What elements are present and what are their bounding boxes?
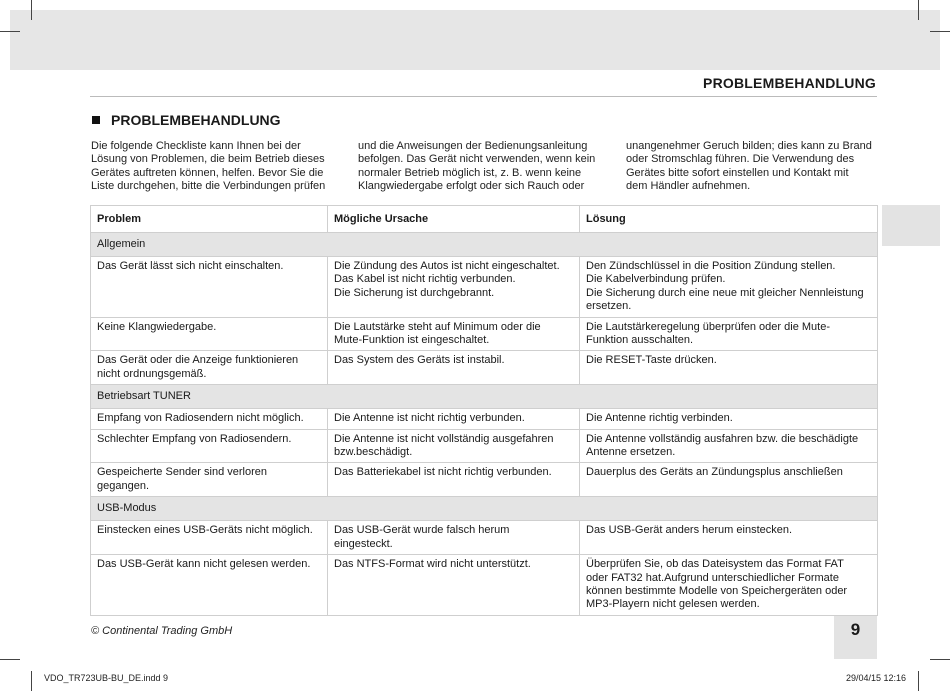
intro-line: und die Anweisungen der Bedienungsanleitung	[358, 140, 588, 152]
print-slug-file: VDO_TR723UB-BU_DE.indd 9	[44, 673, 169, 683]
problem-line: Gespeicherte Sender sind verloren	[97, 466, 267, 479]
category-label: Betriebsart TUNER	[91, 385, 878, 409]
table-row	[91, 257, 878, 318]
solution-line: Das USB-Gerät anders herum einstecken.	[586, 524, 793, 537]
solution-line: Die Lautstärkeregelung überprüfen oder die Mute-	[586, 320, 830, 333]
problem-cell	[91, 521, 328, 555]
cause-line: Das Batteriekabel ist nicht richtig verbunden.	[334, 466, 552, 479]
page-number: 9	[834, 616, 877, 659]
column-header-solution: Lösung	[580, 206, 878, 233]
table-row	[91, 351, 878, 385]
square-bullet-icon	[92, 116, 100, 124]
table-body	[91, 233, 878, 616]
category-row	[91, 233, 878, 257]
solution-cell	[580, 317, 878, 351]
table-header-row	[91, 206, 878, 233]
side-tab-marker	[882, 205, 940, 246]
solution-line: Den Zündschlüssel in die Position Zündung stellen.	[586, 260, 836, 272]
cause-line: Die Sicherung ist durchgebrannt.	[334, 286, 495, 299]
problem-line: Empfang von Radiosendern nicht möglich.	[97, 412, 304, 425]
cause-cell	[328, 463, 580, 497]
cause-line: bzw.beschädigt.	[334, 446, 413, 459]
problem-line: Einstecken eines USB-Geräts nicht möglich.	[97, 524, 313, 537]
intro-line: unangenehmer Geruch bilden; dies kann zu Brand	[626, 140, 872, 152]
category-row	[91, 497, 878, 521]
problem-cell	[91, 317, 328, 351]
cause-line: Die Zündung des Autos ist nicht eingeschaltet.	[334, 260, 560, 272]
cause-line: Die Antenne ist nicht vollständig ausgefahren	[334, 432, 554, 445]
print-slug-date: 29/04/15 12:16	[846, 673, 907, 683]
footer-copyright: © Continental Trading GmbH	[91, 625, 233, 637]
cause-cell	[328, 521, 580, 555]
problem-cell	[91, 351, 328, 385]
intro-line: Lösung von Problemen, die beim Betrieb dieses	[91, 153, 325, 166]
table-row	[91, 317, 878, 351]
running-header-title: PROBLEMBEHANDLUNG	[703, 75, 876, 91]
solution-line: MP3-Playern nicht gelesen werden.	[586, 598, 760, 611]
intro-line: Gerätes bitte sofort einstellen und Kontakt mit	[626, 166, 849, 179]
problem-line: Keine Klangwiedergabe.	[97, 320, 217, 333]
problem-cell	[91, 409, 328, 429]
problem-line: Das USB-Gerät kann nicht gelesen werden.	[97, 558, 311, 571]
cause-cell	[328, 409, 580, 429]
solution-cell	[580, 429, 878, 463]
solution-line: Funktion ausschalten.	[586, 334, 694, 347]
intro-line: oder Stromschlag führen. Die Verwendung des	[626, 153, 855, 166]
solution-cell	[580, 521, 878, 555]
section-heading-text: PROBLEMBEHANDLUNG	[111, 112, 281, 128]
problem-line: nicht ordnungsgemäß.	[97, 367, 207, 380]
solution-cell	[580, 409, 878, 429]
cause-line: Das NTFS-Format wird nicht unterstützt.	[334, 558, 531, 571]
crop-mark-top-left-v	[31, 0, 32, 20]
solution-line: Die Antenne vollständig ausfahren bzw. die beschädigte	[586, 432, 859, 445]
solution-line: ersetzen.	[586, 300, 632, 313]
problem-line: Schlechter Empfang von Radiosendern.	[97, 432, 292, 445]
crop-mark-bottom-right-v	[918, 671, 919, 691]
section-heading	[92, 112, 281, 128]
category-row	[91, 385, 878, 409]
intro-column-1	[91, 140, 339, 194]
solution-line: Antenne ersetzen.	[586, 446, 676, 459]
cause-cell	[328, 257, 580, 318]
troubleshooting-table	[90, 205, 878, 616]
table-row	[91, 463, 878, 497]
solution-cell	[580, 257, 878, 318]
problem-cell	[91, 257, 328, 318]
category-label: USB-Modus	[91, 497, 878, 521]
table-row	[91, 521, 878, 555]
cause-line: Das Kabel ist nicht richtig verbunden.	[334, 273, 516, 286]
crop-mark-top-left-h	[0, 31, 20, 32]
crop-mark-bottom-right-h	[930, 659, 950, 660]
crop-mark-top-right-v	[918, 0, 919, 20]
table-row	[91, 409, 878, 429]
intro-line: dem Händler aufnehmen.	[626, 180, 751, 193]
cause-line: Das USB-Gerät wurde falsch herum	[334, 524, 510, 537]
column-header-problem: Problem	[91, 206, 328, 233]
solution-line: können bestimmte Modelle von Speichergeräten oder	[586, 584, 848, 597]
cause-cell	[328, 429, 580, 463]
intro-line: Gerätes auftreten können, helfen. Bevor Sie die	[91, 166, 324, 179]
column-header-cause: Mögliche Ursache	[328, 206, 580, 233]
cause-cell	[328, 351, 580, 385]
solution-cell	[580, 351, 878, 385]
cause-cell	[328, 317, 580, 351]
solution-line: Dauerplus des Geräts an Zündungsplus anschließen	[586, 466, 843, 479]
crop-mark-bottom-left-h	[0, 659, 20, 660]
cause-cell	[328, 555, 580, 616]
intro-line: Liste durchgehen, bitte die Verbindungen prüfen	[91, 180, 326, 193]
crop-mark-top-right-h	[930, 31, 950, 32]
intro-column-3	[626, 140, 880, 194]
problem-line: Das Gerät oder die Anzeige funktionieren	[97, 354, 299, 367]
solution-line: Die Kabelverbindung prüfen.	[586, 273, 726, 286]
solution-line: Die Antenne richtig verbinden.	[586, 412, 733, 425]
cause-line: Die Antenne ist nicht richtig verbunden.	[334, 412, 525, 425]
cause-line: Das System des Geräts ist instabil.	[334, 354, 505, 367]
problem-cell	[91, 463, 328, 497]
top-print-band	[10, 10, 940, 70]
solution-line: oder FAT32 hat.Aufgrund unterschiedlicher Formate	[586, 571, 839, 584]
intro-line: Die folgende Checkliste kann Ihnen bei der	[91, 140, 301, 152]
problem-line: Das Gerät lässt sich nicht einschalten.	[97, 260, 284, 272]
solution-cell	[580, 555, 878, 616]
intro-line: Klangwiedergabe erfolgt oder sich Rauch oder	[358, 180, 585, 193]
intro-line: normaler Betrieb möglich ist, z. B. wenn keine	[358, 166, 582, 179]
solution-line: Überprüfen Sie, ob das Dateisystem das Format FAT	[586, 558, 844, 571]
intro-line: befolgen. Das Gerät nicht verwenden, wenn kein	[358, 153, 596, 166]
cause-line: eingesteckt.	[334, 537, 393, 550]
table-row	[91, 555, 878, 616]
table-row	[91, 429, 878, 463]
solution-line: Die Sicherung durch eine neue mit gleicher Nennleistung	[586, 286, 864, 299]
cause-line: Mute-Funktion ist eingeschaltet.	[334, 334, 490, 347]
problem-cell	[91, 429, 328, 463]
problem-cell	[91, 555, 328, 616]
problem-line: gegangen.	[97, 479, 149, 492]
header-rule	[90, 96, 877, 97]
crop-mark-bottom-left-v	[31, 671, 32, 691]
solution-cell	[580, 463, 878, 497]
category-label: Allgemein	[91, 233, 878, 257]
intro-column-2	[358, 140, 608, 194]
solution-line: Die RESET-Taste drücken.	[586, 354, 717, 367]
cause-line: Die Lautstärke steht auf Minimum oder die	[334, 320, 541, 333]
